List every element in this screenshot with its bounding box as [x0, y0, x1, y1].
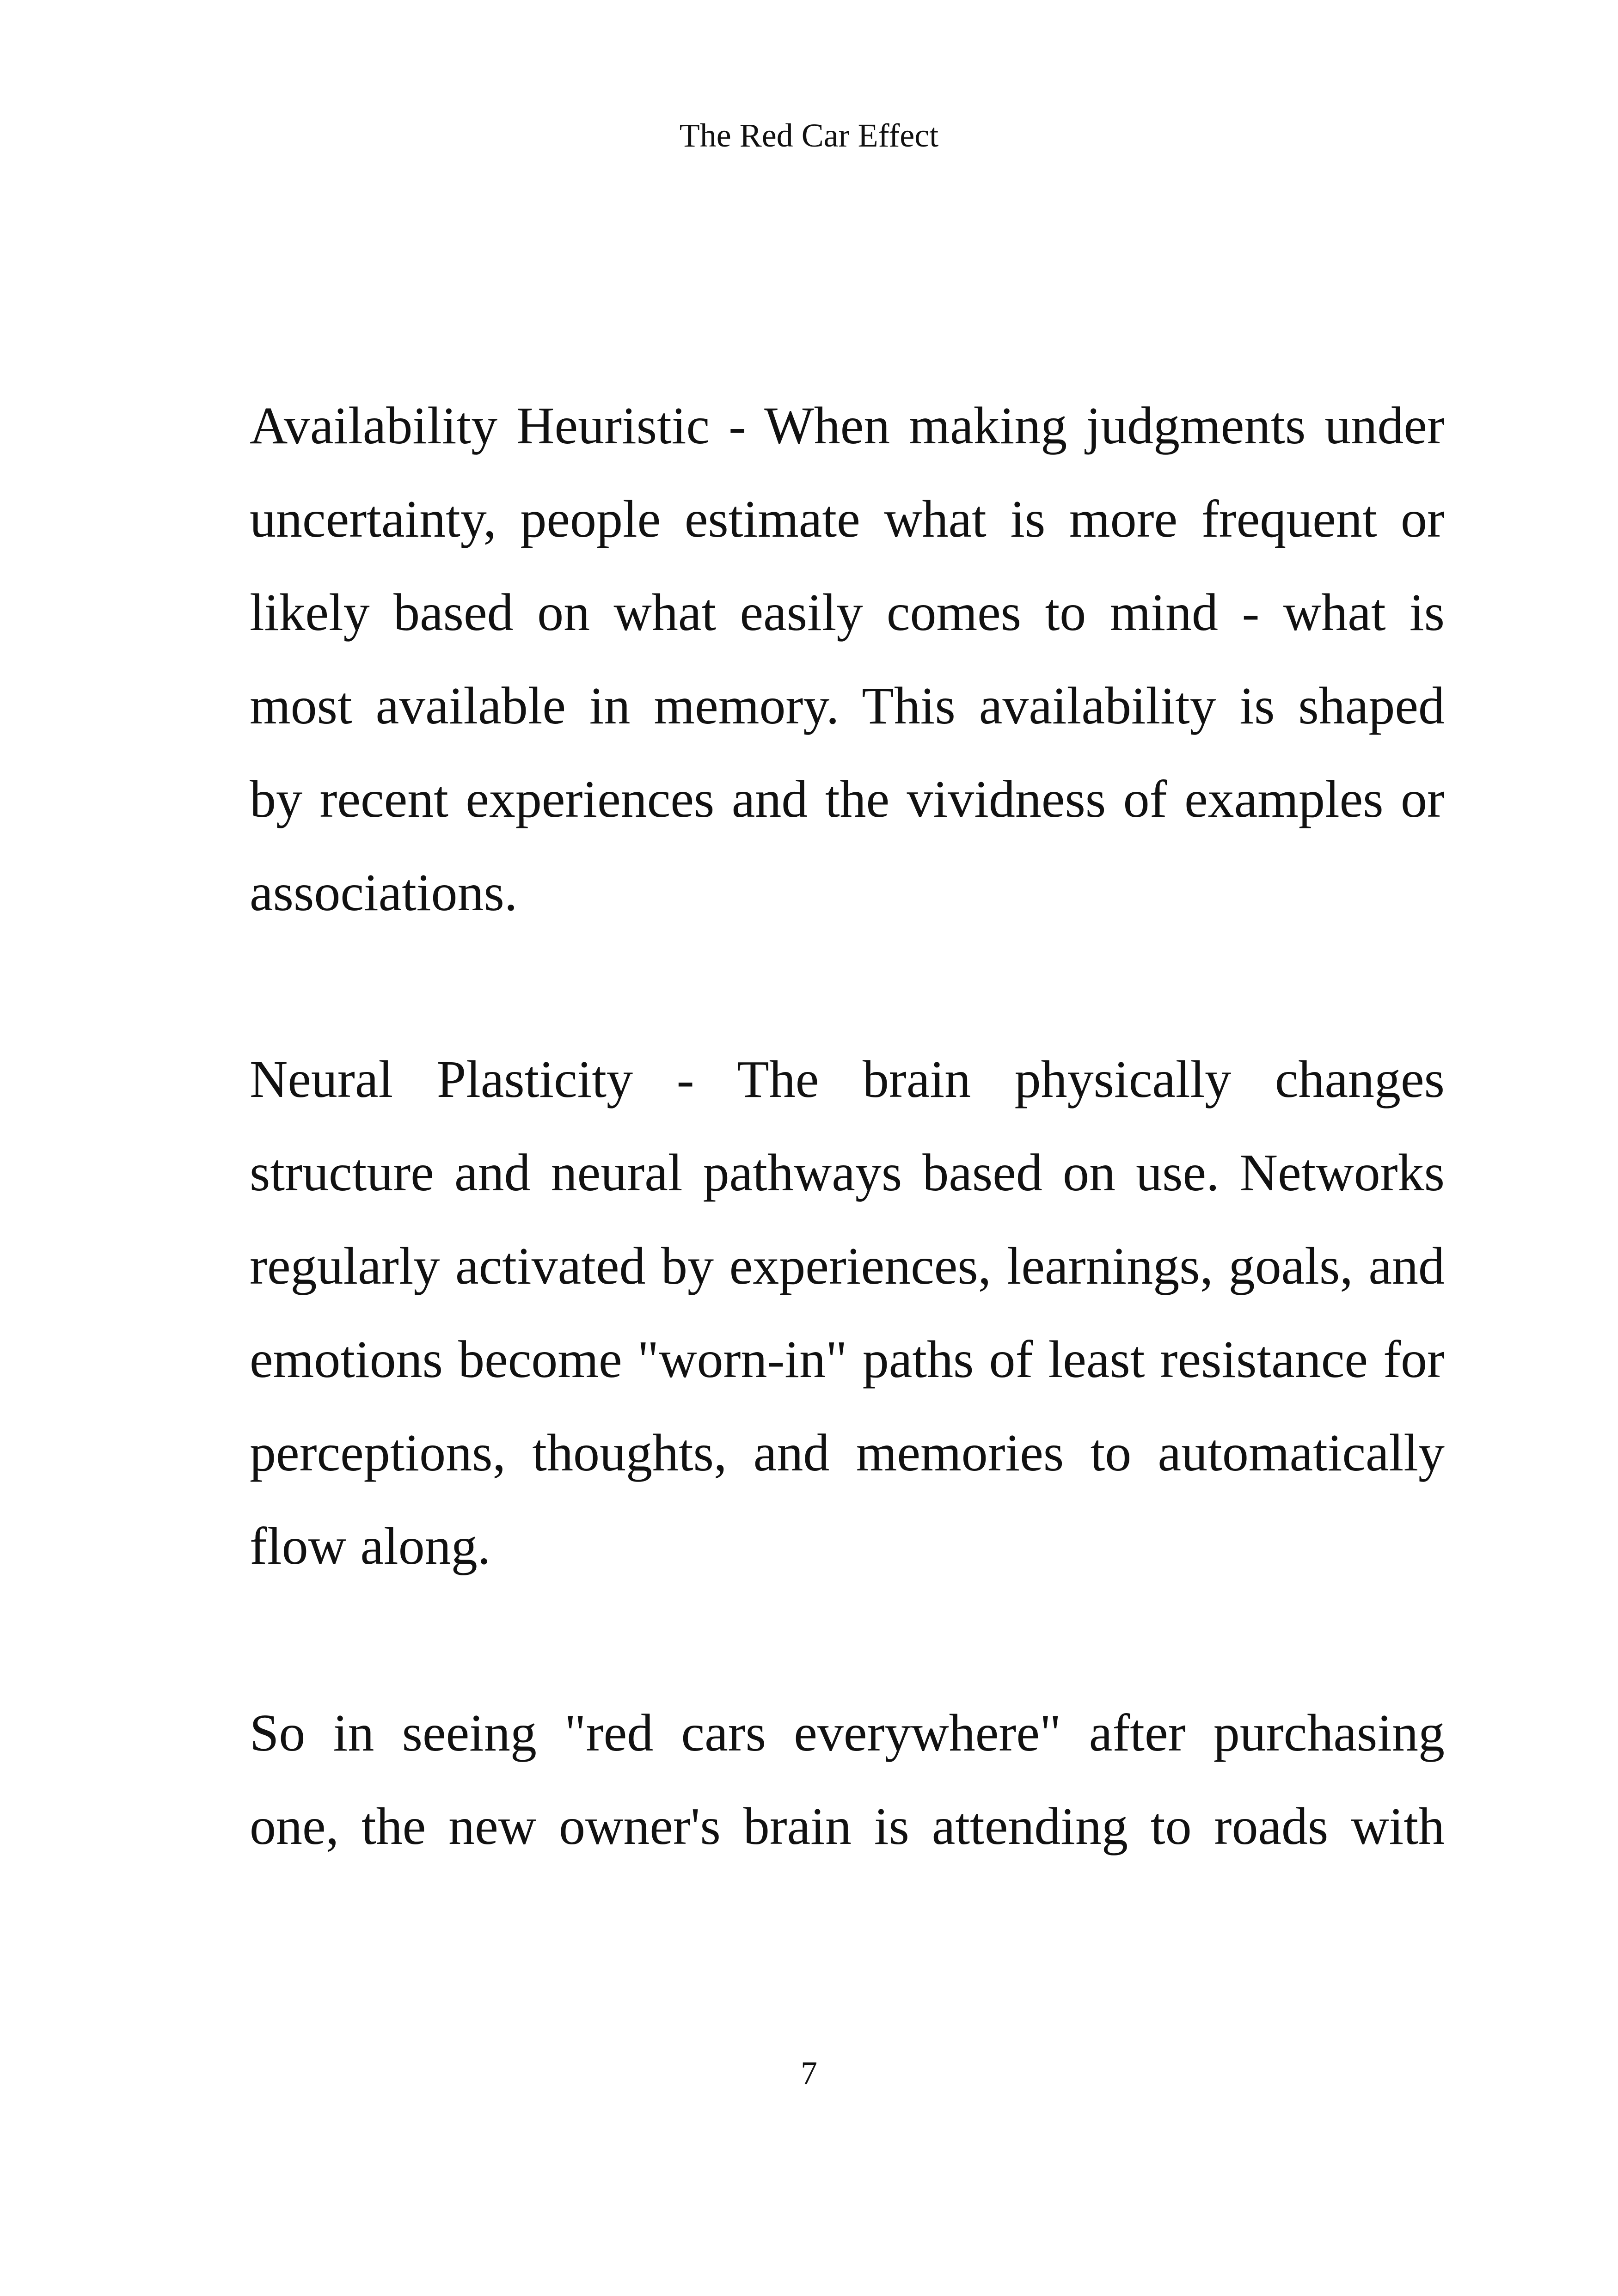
body-text: [250, 379, 1445, 1873]
running-header: The Red Car Effect: [679, 117, 939, 154]
page-number: 7: [801, 2055, 817, 2092]
paragraph-neural-plasticity: Neural Plasticity - The brain physically changes structure and neural pathways based on use. Networks regularly activated by experiences, learnings, goals, and emotions become "worn-in" paths of least resistance for perceptions, thoughts, and memories to automatically flow along.: [250, 1050, 1445, 1575]
paragraph-red-cars: So in seeing "red cars everywhere" after purchasing one, the new owner's brain is attending to roads with: [250, 1703, 1445, 1855]
paragraph-availability-heuristic: Availability Heuristic - When making judgments under uncertainty, people estimate what is more frequent or likely based on what easily comes to mind - what is most available in memory. This availability is shaped by recent experiences and the vividness of examples or associations.: [250, 396, 1445, 922]
